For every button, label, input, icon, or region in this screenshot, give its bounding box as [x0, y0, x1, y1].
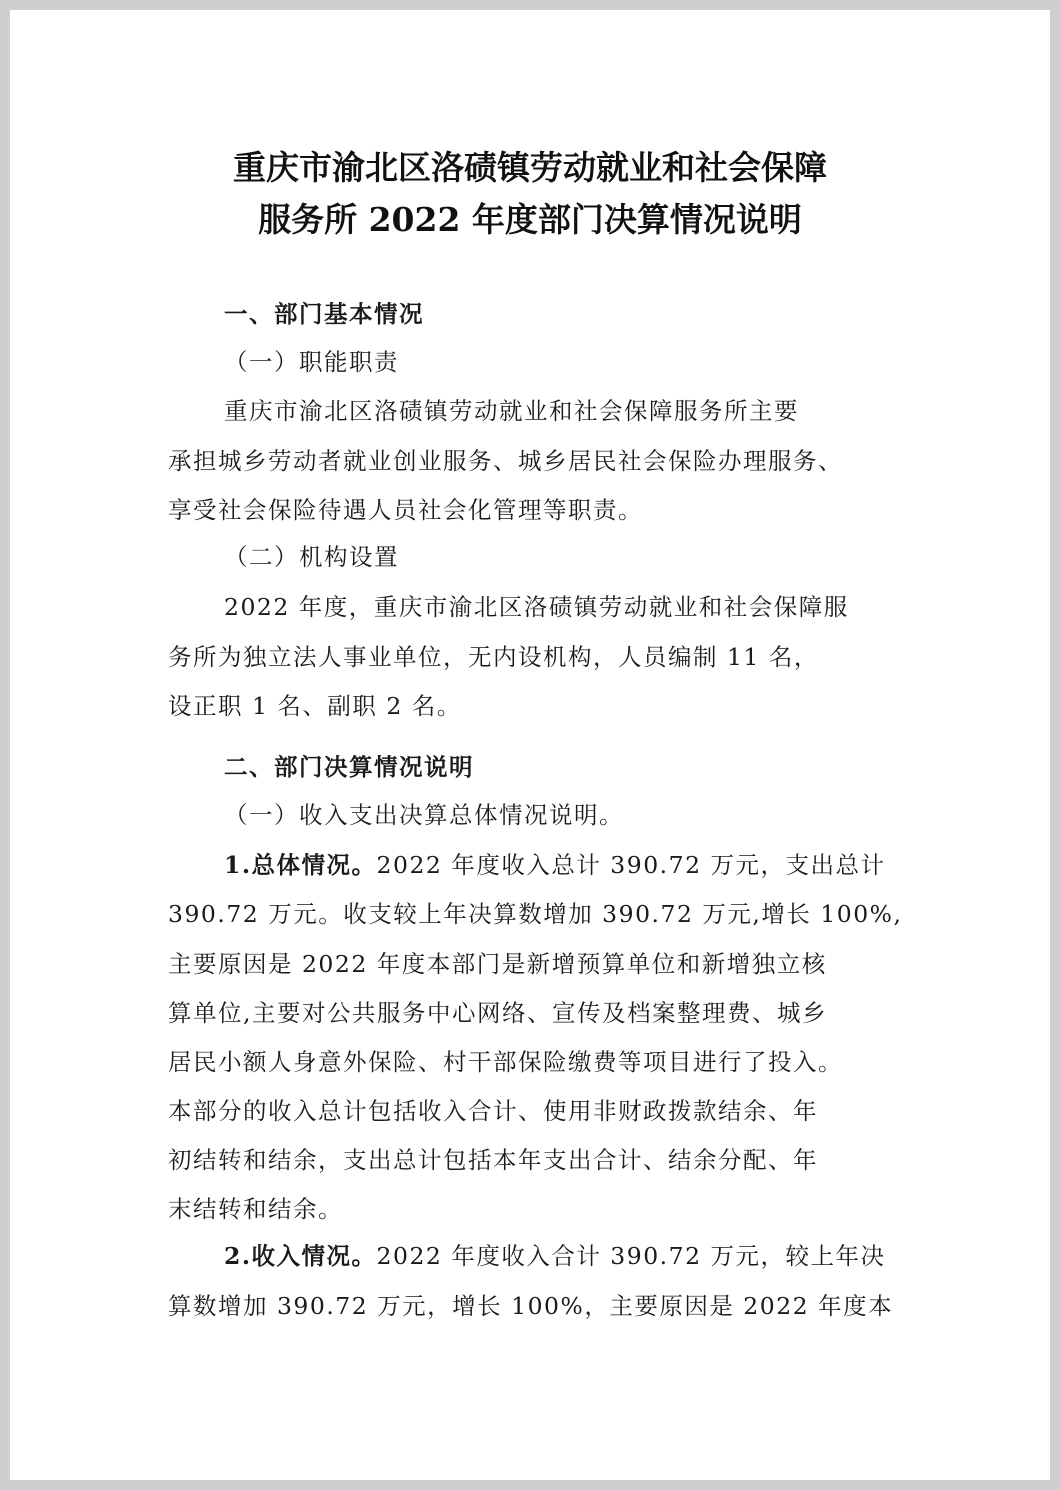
paragraph-line: 末结转和结余。 [168, 1195, 343, 1223]
item-2-label: 2.收入情况。 [224, 1242, 377, 1270]
paragraph-line: 享受社会保险待遇人员社会化管理等职责。 [168, 496, 643, 524]
paragraph-line: 承担城乡劳动者就业创业服务、城乡居民社会保险办理服务、 [168, 447, 843, 475]
paragraph-line: 务所为独立法人事业单位，无内设机构，人员编制 11 名， [168, 643, 819, 671]
paragraph-line: 重庆市渝北区洛碛镇劳动就业和社会保障服务所主要 [224, 397, 799, 425]
item-1-label: 1.总体情况。 [224, 851, 377, 879]
paragraph-line: 主要原因是 2022 年度本部门是新增预算单位和新增独立核 [168, 950, 827, 978]
section-2-subheading-1: （一）收入支出决算总体情况说明。 [224, 801, 624, 829]
paragraph-line: 算单位,主要对公共服务中心网络、宣传及档案整理费、城乡 [168, 999, 827, 1027]
paragraph-line: 本部分的收入总计包括收入合计、使用非财政拨款结余、年 [168, 1097, 818, 1125]
document-page [10, 10, 1050, 1480]
paragraph-line: 2022 年度，重庆市渝北区洛碛镇劳动就业和社会保障服 [224, 593, 849, 621]
item-1-text: 2022 年度收入总计 390.72 万元，支出总计 [376, 851, 886, 879]
section-2-heading: 二、部门决算情况说明 [224, 753, 474, 781]
section-1-subheading-2: （二）机构设置 [224, 543, 399, 571]
document-title-line-1: 重庆市渝北区洛碛镇劳动就业和社会保障 [233, 148, 827, 187]
section-1-subheading-1: （一）职能职责 [224, 348, 399, 376]
paragraph-line: 居民小额人身意外保险、村干部保险缴费等项目进行了投入。 [168, 1048, 843, 1076]
item-2-text: 2022 年度收入合计 390.72 万元，较上年决 [376, 1242, 886, 1270]
document-title-line-2: 服务所 2022 年度部门决算情况说明 [258, 200, 802, 239]
paragraph-line [224, 848, 886, 882]
paragraph-line [224, 1239, 886, 1273]
paragraph-line: 设正职 1 名、副职 2 名。 [168, 692, 462, 720]
paragraph-line: 初结转和结余，支出总计包括本年支出合计、结余分配、年 [168, 1146, 818, 1174]
paragraph-line: 390.72 万元。收支较上年决算数增加 390.72 万元,增长 100%, [168, 900, 903, 928]
section-1-heading: 一、部门基本情况 [224, 300, 424, 328]
paragraph-line: 算数增加 390.72 万元，增长 100%，主要原因是 2022 年度本 [168, 1292, 894, 1320]
